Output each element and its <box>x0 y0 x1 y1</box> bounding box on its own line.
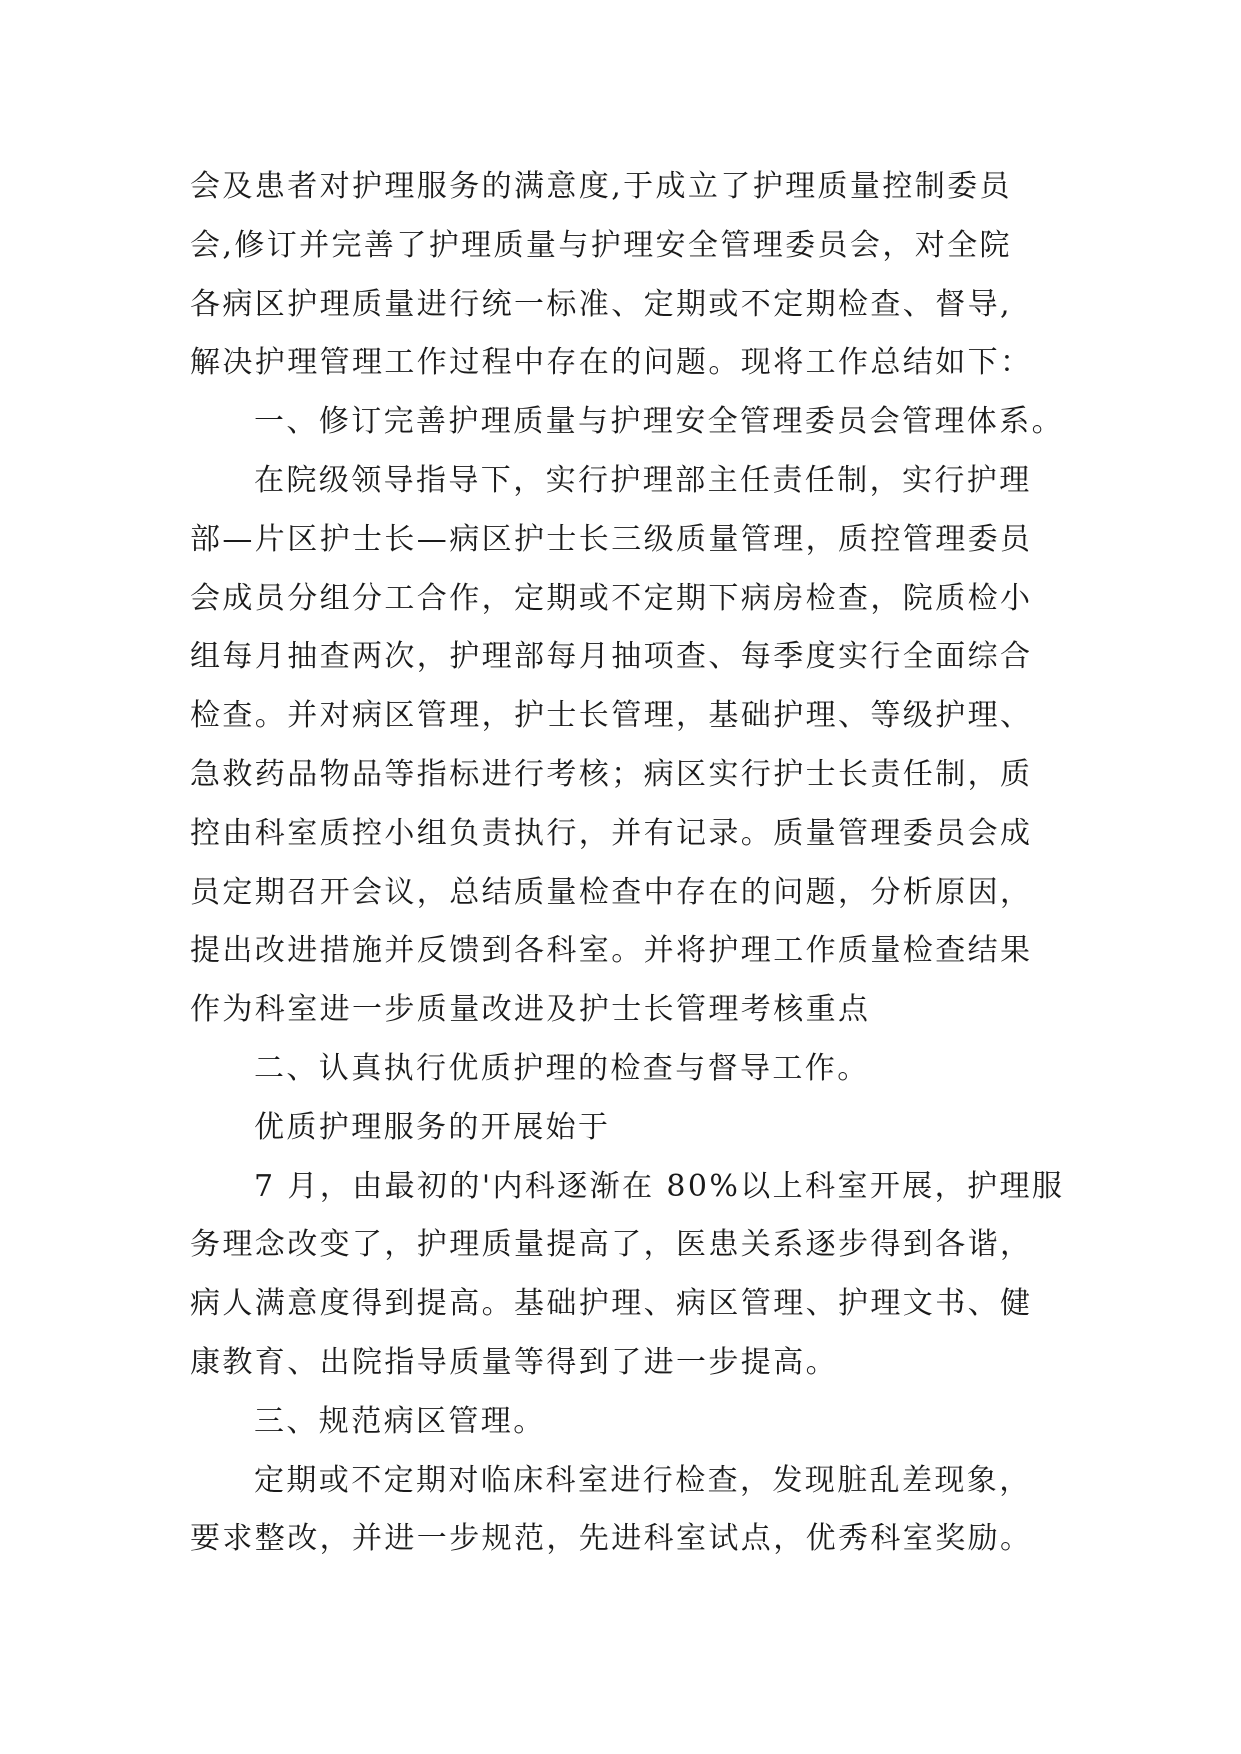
section-heading: 三、规范病区管理。 <box>254 1403 546 1439</box>
text-line: 提出改进措施并反馈到各科室。并将护理工作质量检查结果 <box>190 933 1033 969</box>
text-line: 病人满意度得到提高。基础护理、病区管理、护理文书、健 <box>190 1286 1033 1322</box>
text-line: 会,修订并完善了护理质量与护理安全管理委员会，对全院 <box>190 227 1012 263</box>
text-line: 解决护理管理工作过程中存在的问题。现将工作总结如下： <box>190 345 1033 381</box>
paragraph-start: 在院级领导指导下，实行护理部主任责任制，实行护理 <box>254 462 1032 498</box>
text-line: 部—片区护士长—病区护士长三级质量管理，质控管理委员 <box>190 521 1033 557</box>
section-heading: 一、修订完善护理质量与护理安全管理委员会管理体系。 <box>254 404 1064 440</box>
text-line: 各病区护理质量进行统一标准、定期或不定期检查、督导, <box>190 286 1012 322</box>
text-line: 会成员分组分工合作，定期或不定期下病房检查，院质检小 <box>190 580 1033 616</box>
text-line: 控由科室质控小组负责执行，并有记录。质量管理委员会成 <box>190 815 1033 851</box>
text-line: 急救药品物品等指标进行考核；病区实行护士长责任制，质 <box>190 756 1033 792</box>
text-line: 员定期召开会议，总结质量检查中存在的问题，分析原因， <box>190 874 1033 910</box>
text-line: 要求整改，并进一步规范，先进科室试点，优秀科室奖励。 <box>190 1521 1033 1557</box>
paragraph-start: 优质护理服务的开展始于 <box>254 1109 611 1145</box>
paragraph-start: 7 月，由最初的'内科逐渐在 80%以上科室开展，护理服 <box>254 1168 1065 1204</box>
text-line: 作为科室进一步质量改进及护士长管理考核重点 <box>190 992 871 1028</box>
body-text <box>190 158 1090 1569</box>
section-heading: 二、认真执行优质护理的检查与督导工作。 <box>254 1050 870 1086</box>
text-line: 康教育、出院指导质量等得到了进一步提高。 <box>190 1344 838 1380</box>
text-line: 检查。并对病区管理，护士长管理，基础护理、等级护理、 <box>190 698 1033 734</box>
text-line: 务理念改变了，护理质量提高了，医患关系逐步得到各谐， <box>190 1227 1033 1263</box>
text-line: 组每月抽查两次，护理部每月抽项查、每季度实行全面综合 <box>190 639 1033 675</box>
paragraph-start: 定期或不定期对临床科室进行检查，发现脏乱差现象， <box>254 1462 1032 1498</box>
text-line: 会及患者对护理服务的满意度,于成立了护理质量控制委员 <box>190 169 1012 204</box>
